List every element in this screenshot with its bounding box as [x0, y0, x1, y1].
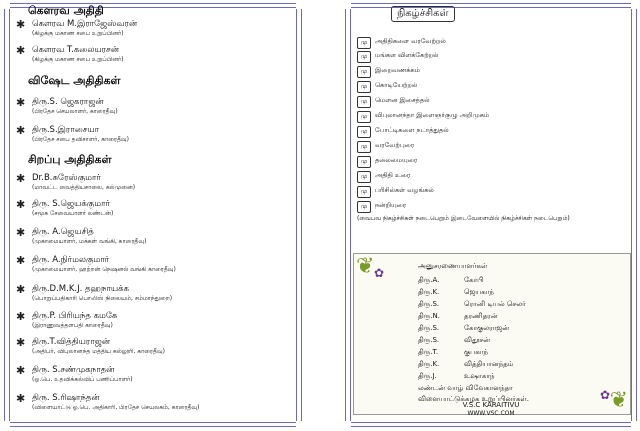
asterisk-icon: ✱: [16, 172, 26, 185]
guest-name: திரு. S.ரிஷாந்தன்: [32, 393, 100, 403]
asterisk-icon: ✱: [16, 254, 26, 267]
guest-name: திரு.S.இராசையா: [32, 125, 100, 135]
sponsor-prefix: திரு.N.: [418, 312, 440, 320]
asterisk-icon: ✱: [16, 124, 26, 137]
closing-line: விளையாட்டுக்கழக உறுப்பினர்கள்.: [418, 395, 529, 403]
programme-page: [345, 3, 637, 427]
section-heading: விஷேட அதிதிகள்: [28, 74, 121, 87]
footer-website: WWW.VSC.COM: [467, 410, 515, 417]
programme-item-text: மங்கள விளக்கேற்றல்: [375, 51, 439, 59]
flower-ornament-icon: ✿: [599, 388, 610, 402]
section-heading: சிறப்பு அதிதிகள்: [28, 153, 112, 166]
item-marker: மு: [357, 81, 371, 93]
programme-item-text: இறைவணக்கம்: [375, 66, 420, 74]
programme-item-text: விபுலானந்தா இளைஞர்குழு அறிமுகம்: [375, 111, 490, 119]
sponsor-name: விதூசன்: [464, 336, 491, 344]
item-marker: மு: [357, 186, 371, 198]
guest-role: (பொறுப்பதிகாரி பொலிஸ் நிலையம், சம்மாந்துறை): [32, 295, 173, 302]
guest-role: (முகாமையாளர், மக்கள் வங்கி, காரைதீவு): [32, 238, 147, 245]
sponsor-prefix: திரு.K.: [418, 360, 440, 368]
leaf-ornament-icon: ❦: [609, 388, 628, 413]
item-marker: மு: [357, 66, 371, 78]
sponsor-prefix: திரு.S.: [418, 336, 440, 344]
guest-role: (கிழக்கு மகாண சபை உறுப்பினர்): [32, 30, 124, 37]
programme-title: நிகழ்ச்சிகள்: [391, 6, 455, 22]
guest-name: திரு.T.வித்தியராஜன்: [32, 337, 111, 347]
sponsor-prefix: திரு.S.: [418, 324, 440, 332]
sponsors-heading: அனுசரணையாளர்கள்: [418, 262, 488, 270]
sponsor-name: கோகுலராஜன்: [464, 324, 509, 332]
section-heading: கௌரவ அதிதி: [28, 4, 104, 17]
item-marker: மு: [357, 126, 371, 138]
guest-role: (அதிபர், விபுலானந்த மத்திய கல்லூரி, காரைதீவு): [32, 348, 165, 355]
border-right-decoration: [296, 9, 302, 421]
border-right-decoration: [631, 9, 637, 421]
sponsor-prefix: திரு.T.: [418, 348, 439, 356]
border-left-decoration: [345, 9, 351, 421]
asterisk-icon: ✱: [16, 226, 26, 239]
border-left-decoration: [4, 9, 10, 421]
programme-item-text: போட்டிகளை நடாத்துதல்: [375, 126, 449, 134]
sponsor-prefix: திரு.A.: [418, 276, 440, 284]
asterisk-icon: ✱: [16, 310, 26, 323]
footer-organisation: V.S.C KARAITIVU: [462, 401, 520, 409]
closing-line: லண்டன் வாழ் விவேகானந்தா: [418, 384, 513, 392]
asterisk-icon: ✱: [16, 198, 26, 211]
guest-name: கௌரவ T.கலையரசன்: [32, 45, 120, 55]
sponsor-name: தரணிதரன்: [464, 312, 498, 320]
sponsor-prefix: திரு.S.: [418, 300, 440, 308]
asterisk-icon: ✱: [16, 364, 26, 377]
item-marker: மு: [357, 171, 371, 183]
guest-name: திரு.S. ஜெகராஜன்: [32, 97, 104, 107]
sponsors-frame: [353, 253, 631, 415]
guest-role: (முகாமையாளர், ஹற்றன் நெஷனல் வங்கி காரைதீவு): [32, 266, 176, 273]
item-marker: மு: [357, 201, 371, 213]
guest-name: திரு.P. பிரியந்த கமகே: [32, 311, 118, 321]
item-marker: மு: [357, 141, 371, 153]
guest-role: (விளையாட்டு ஓ.பெ. அதிகாரி, பிரதேச செயலகம், காரைதீவு): [32, 404, 200, 411]
guest-role: (இராணுவத்தளபதி காரைதீவு): [32, 322, 113, 329]
item-marker: மு: [357, 51, 371, 63]
border-bottom-decoration: [10, 422, 296, 427]
programme-note: (வைபவ நிகழ்ச்சிகள் நடைபெறும் இடைவேளையில் நிகழ்ச்சிகள் நடைபெறும்): [357, 215, 570, 222]
sponsor-name: ரொனி டியல் செலர்: [464, 300, 526, 308]
guest-list-page: [4, 3, 302, 427]
guest-name: Dr.B.சுரேஸ்குமார்: [32, 173, 101, 183]
flower-ornament-icon: ✿: [374, 266, 385, 280]
asterisk-icon: ✱: [16, 392, 26, 405]
guest-role: (பிரதேச சபை தவிசாளர், காரைதீவு): [32, 136, 129, 143]
asterisk-icon: ✱: [16, 44, 26, 57]
guest-name: திரு. A.ஜெயசித்: [32, 227, 94, 237]
asterisk-icon: ✱: [16, 283, 26, 296]
sponsor-prefix: திரு.K.: [418, 288, 440, 296]
programme-item-text: அதிதிகளை வரவேற்றல்: [375, 37, 446, 45]
guest-name: திரு. S.ஜெயக்குமார்: [32, 199, 110, 209]
guest-name: திரு.D.M.K.J. தஹநாயக்க: [32, 284, 130, 294]
guest-role: (மாவட்ட வைத்தியசாலை, கல்முனை): [32, 184, 136, 191]
item-marker: மு: [357, 37, 371, 49]
sponsor-name: ஜெயகாந்: [464, 288, 494, 296]
item-marker: மு: [357, 156, 371, 168]
programme-item-text: அதிதி உரை: [375, 171, 411, 179]
asterisk-icon: ✱: [16, 336, 26, 349]
asterisk-icon: ✱: [16, 96, 26, 109]
guest-name: கௌரவ M.இராஜேஸ்வரன்: [32, 19, 138, 29]
item-marker: மு: [357, 96, 371, 108]
guest-role: (சமூக சேவையாளர் லண்டன்): [32, 210, 114, 217]
guest-name: திரு. A.நிர்மலகுமார்: [32, 255, 110, 265]
sponsor-name: குபகாந்: [464, 348, 489, 356]
sponsor-prefix: திரு.J.: [418, 372, 437, 380]
programme-item-text: பரிசில்கள் வழங்கல்: [375, 186, 434, 194]
programme-item-text: மௌன இசைத்தல்: [375, 96, 430, 104]
guest-role: (ஓ.பெ. உதவிக்கல்விப் பணிப்பாளர்): [32, 376, 133, 383]
sponsor-name: வித்தியானந்தம்: [464, 360, 514, 368]
programme-item-text: நன்றியுரை: [375, 201, 407, 209]
border-bottom-decoration: [351, 422, 631, 427]
programme-item-text: கொடியேற்றல்: [375, 81, 418, 89]
guest-role: (கிழக்கு மகாண சபை உறுப்பினர்): [32, 56, 124, 63]
sponsor-name: கோபி: [464, 276, 484, 284]
guest-role: (பிரதேச செயலாளர், காரைதீவு): [32, 108, 118, 115]
programme-item-text: தலைமையுரை: [375, 156, 418, 164]
guest-name: திரு. S.சண்முகநாதன்: [32, 365, 115, 375]
item-marker: மு: [357, 111, 371, 123]
programme-item-text: வரவேற்புரை: [375, 141, 415, 149]
sponsor-name: உஷாகாந்: [464, 372, 495, 380]
leaf-ornament-icon: ❦: [356, 254, 375, 279]
asterisk-icon: ✱: [16, 18, 26, 31]
